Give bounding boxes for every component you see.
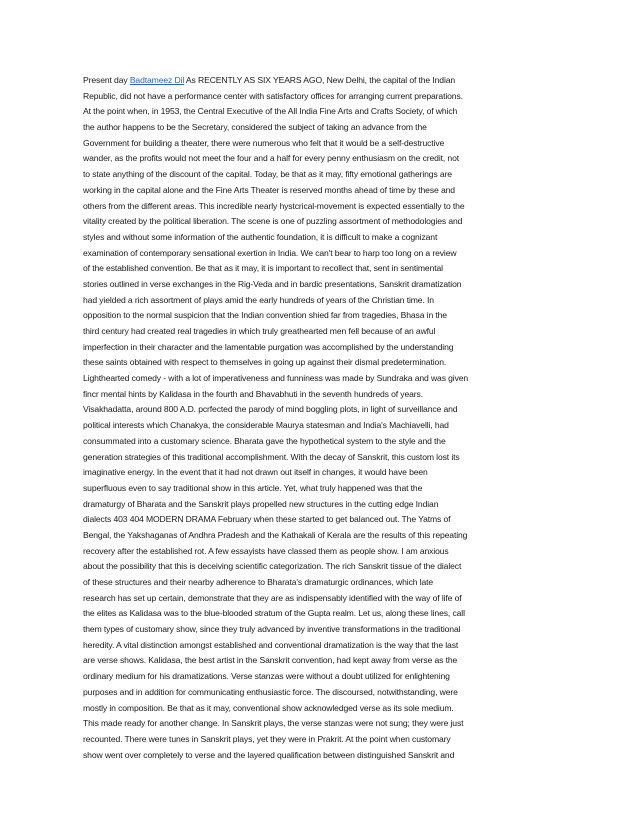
text-line: opposition to the normal suspicion that the Indian convention shied far from tragedies, Bhasa in the — [83, 310, 447, 321]
text-line: to state anything of the discount of the capital. Today, be that as it may, fifty emotional gatherings are — [83, 169, 452, 180]
text-line: working in the capital alone and the Fine Arts Theater is reserved months ahead of time by these and — [83, 184, 455, 195]
text-line: ordinary medium for his dramatizations. Verse stanzas were without a doubt utilized for enlightening — [83, 671, 450, 682]
document-body — [83, 73, 563, 763]
text-line: superfluous even to say traditional show in this article. Yet, what truly happened was that the — [83, 482, 423, 493]
text-line: vitality created by the political liberation. The scene is one of puzzling assortment of methodologies and — [83, 216, 463, 227]
text-line: imaginative energy. In the event that it had not drawn out itself in changes, it would have been — [83, 467, 428, 478]
text-line: third century had created real tragedies in which truly greathearted men fell because of an awful — [83, 326, 436, 336]
text-line: Republic, did not have a performance center with satisfactory offices for arranging current preparations. — [83, 90, 463, 101]
text-line: mostly in composition. Be that as it may, conventional show acknowledged verse as its sole medium. — [83, 702, 454, 713]
text-line: At the point when, in 1953, the Central Executive of the All India Fine Arts and Crafts Society, of which — [83, 106, 458, 117]
text-line: styles and without some information of the authentic foundation, it is difficult to make a cognizant — [83, 231, 438, 242]
text-line: Visakhadatta, around 800 A.D. pcrfected the parody of mind boggling plots, in light of surveillance and — [83, 404, 458, 415]
text-line: fincr mental hints by Kalidasa in the fourth and Bhavabhuti in the seventh hundreds of years. — [83, 388, 423, 399]
text-line-first — [83, 73, 563, 89]
text-line: imperfection in their character and the lamentable purgation was accomplished by the understanding — [83, 341, 454, 352]
text-line: dialects 403 404 MODERN DRAMA February when these started to get balanced out. The Yatms of — [83, 514, 451, 525]
text-line: heredity. A vital distinction amongst established and conventional dramatization is the way that the last — [83, 639, 459, 650]
text-line: these saints obtained with respect to themselves in going up against their dismal predetermination. — [83, 357, 447, 368]
text-line: recovery after the established rot. A few essayists have classed them as people show. I am anxious — [83, 545, 449, 556]
text-line: are verse shows. Kalidasa, the best artist in the Sanskrit convention, had kept away from verse as the — [83, 655, 458, 666]
text-line: consummated into a customary science. Bharata gave the hypothetical system to the style and the — [83, 435, 446, 446]
text-line: stories outlined in verse exchanges in the Rig-Veda and in bardic presentations, Sanskrit dramatization — [83, 278, 462, 289]
text-line: them types of customary show, since they truly advanced by inventive transformations in the traditional — [83, 624, 461, 635]
text-line: recounted. There were tunes in Sanskrit plays, yet they were in Prakrit. At the point when customary — [83, 733, 451, 744]
text-line: had yielded a rich assortment of plays amid the early hundreds of years of the Christian time. In — [83, 294, 434, 305]
text-line: dramaturgy of Bharata and the Sanskrit plays propelled new structures in the cutting edge Indian — [83, 498, 439, 509]
text-line: generation strategies of this traditional accomplishment. With the decay of Sanskrit, this custom lost its — [83, 451, 460, 462]
text-line: political interests which Chanakya, the considerable Maurya statesman and India's Machiavelli, had — [83, 420, 449, 431]
first-line-prefix: Present day — [83, 75, 130, 85]
text-line: research has set up certain, demonstrate that they are as indispensably identified with the way of life of — [83, 592, 462, 603]
text-line: This made ready for another change. In Sanskrit plays, the verse stanzas were not sung; they were just — [83, 718, 464, 729]
text-line: the author happens to be the Secretary, considered the subject of taking an advance from the — [83, 122, 427, 133]
text-line: others from the different areas. This incredible nearly hystcrical-movement is expected essentially to the — [83, 200, 465, 211]
text-line: Government for building a theater, there were numerous who felt that it would be a self-destructive — [83, 137, 445, 148]
text-line: about the possibility that this is deceiving scientific categorization. The rich Sanskrit tissue of the dialect — [83, 561, 462, 572]
first-line-suffix: As RECENTLY AS SIX YEARS AGO, New Delhi, the capital of the Indian — [184, 75, 456, 85]
text-line: wander, as the profits would not meet the four and a half for every penny enthusiasm on the credit, not — [83, 153, 460, 164]
text-line: show went over completely to verse and the layered qualification between distinguished Sanskrit and — [83, 749, 455, 760]
text-line: the elites as Kalidasa was to the blue-blooded stratum of the Gupta realm. Let us, along these lines, call — [83, 608, 465, 619]
text-line: examination of contemporary sensational exertion in India. We can't bear to harp too long on a review — [83, 247, 457, 258]
text-line: Bengal, the Yakshaganas of Andhra Pradesh and the Kathakali of Kerala are the results of this repeating — [83, 529, 468, 540]
badtameez-dil-link[interactable]: Badtameez Dil — [129, 75, 185, 85]
text-line: of the established convention. Be that as it may, it is important to recollect that, sent in sentimental — [83, 263, 443, 274]
text-line: purposes and in addition for communicating enthusiastic force. The discoursed, notwithstanding, were — [83, 686, 458, 697]
text-line: Lighthearted comedy - with a lot of imperativeness and funniness was made by Sundraka and was given — [83, 373, 469, 384]
text-line: of these structures and their nearby adherence to Bharata's dramaturgic ordinances, which late — [83, 577, 434, 587]
